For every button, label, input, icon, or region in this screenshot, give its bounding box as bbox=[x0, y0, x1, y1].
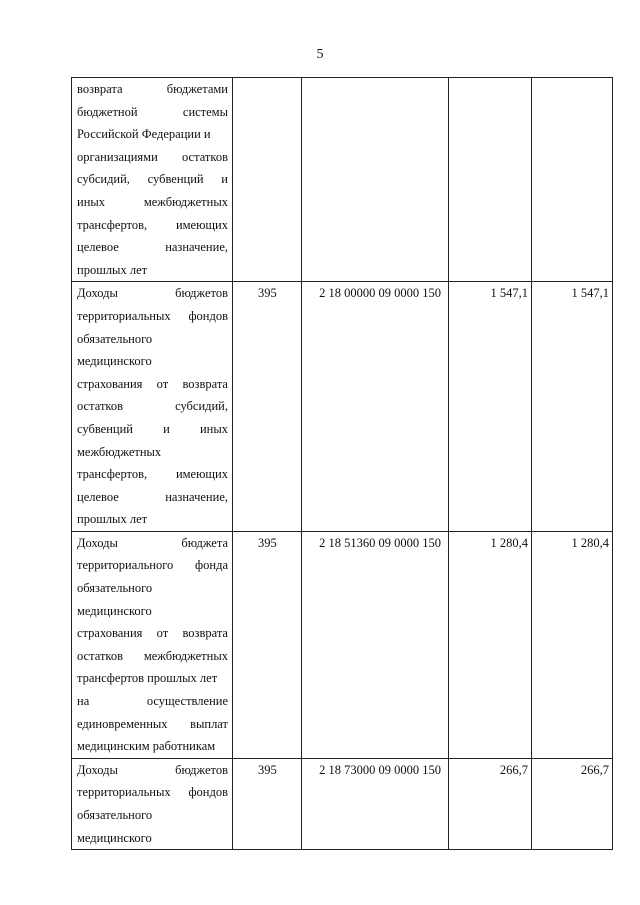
table-row bbox=[72, 282, 613, 532]
amount-cell: 266,7 bbox=[449, 758, 532, 849]
name-word: обязательного bbox=[77, 581, 153, 596]
name-line bbox=[77, 622, 228, 645]
name-line bbox=[77, 735, 228, 758]
page-number: 5 bbox=[316, 47, 324, 62]
admin-code-cell: 395 bbox=[233, 282, 302, 532]
admin-code-cell bbox=[233, 78, 302, 282]
name-word: единовременных bbox=[77, 716, 168, 731]
amount-cell bbox=[449, 78, 532, 282]
name-word: бюджетной bbox=[77, 104, 138, 119]
name-word: назначение, bbox=[165, 240, 228, 255]
budget-classification-code-cell bbox=[302, 78, 449, 282]
name-line bbox=[77, 713, 228, 736]
name-word: фондов bbox=[188, 308, 228, 323]
name-line bbox=[77, 214, 228, 237]
name-word: межбюджетных bbox=[143, 648, 228, 663]
name-line bbox=[77, 146, 228, 169]
name-word: системы bbox=[182, 104, 228, 119]
name-word: от bbox=[156, 626, 169, 641]
amount-cell bbox=[532, 78, 613, 282]
name-word: обязательного bbox=[77, 808, 153, 822]
table-row bbox=[72, 78, 613, 282]
name-word: фонда bbox=[195, 558, 228, 573]
revenue-name-cell bbox=[72, 531, 233, 758]
budget-classification-code-cell: 2 18 00000 09 0000 150 bbox=[302, 282, 449, 532]
name-word: на bbox=[77, 694, 90, 709]
name-word: выплат bbox=[190, 716, 228, 731]
revenue-name-cell bbox=[72, 282, 233, 532]
name-word: целевое bbox=[77, 489, 119, 504]
name-word: бюджета bbox=[181, 535, 228, 550]
name-word: медицинского bbox=[77, 354, 152, 369]
name-word: трансфертов, bbox=[77, 467, 148, 482]
name-line bbox=[77, 827, 228, 850]
name-word: остатков bbox=[77, 399, 124, 414]
name-word: обязательного bbox=[77, 331, 153, 346]
name-word: трансфертов, bbox=[77, 217, 148, 232]
name-line bbox=[77, 101, 228, 124]
name-word: имеющих bbox=[175, 217, 228, 232]
name-word: фондов bbox=[188, 785, 228, 800]
name-word: прошлых лет bbox=[77, 262, 148, 277]
name-word: иных bbox=[199, 421, 228, 436]
name-word: трансфертов прошлых лет bbox=[77, 671, 218, 686]
name-word: возврата bbox=[182, 626, 228, 641]
name-line bbox=[77, 486, 228, 509]
name-word: от bbox=[156, 376, 169, 391]
name-word: страхования bbox=[77, 376, 143, 391]
name-word: бюджетами bbox=[166, 82, 228, 96]
revenue-name-cell bbox=[72, 78, 233, 282]
name-line bbox=[77, 282, 228, 305]
name-line bbox=[77, 350, 228, 373]
name-line bbox=[77, 259, 228, 282]
name-line bbox=[77, 395, 228, 418]
name-line bbox=[77, 441, 228, 464]
table-body bbox=[72, 78, 613, 850]
name-word: Доходы bbox=[77, 762, 118, 777]
name-word: субсидий, bbox=[77, 172, 130, 187]
name-word: возврата bbox=[182, 376, 228, 391]
table-row bbox=[72, 531, 613, 758]
budget-revenue-table bbox=[71, 77, 613, 850]
name-word: медицинского bbox=[77, 830, 152, 845]
name-word: имеющих bbox=[175, 467, 228, 482]
amount-cell: 266,7 bbox=[532, 758, 613, 849]
amount-cell: 1 547,1 bbox=[449, 282, 532, 532]
name-word: субсидий, bbox=[175, 399, 228, 414]
amount-cell: 1 547,1 bbox=[532, 282, 613, 532]
name-word: назначение, bbox=[165, 489, 228, 504]
name-word: организациями bbox=[77, 149, 158, 164]
name-line bbox=[77, 236, 228, 259]
name-line bbox=[77, 168, 228, 191]
name-word: иных bbox=[77, 194, 106, 209]
amount-cell: 1 280,4 bbox=[532, 531, 613, 758]
name-line bbox=[77, 508, 228, 531]
name-word: территориального bbox=[77, 558, 174, 573]
name-word: медицинским работникам bbox=[77, 739, 216, 754]
name-line bbox=[77, 463, 228, 486]
name-word: территориальных bbox=[77, 785, 171, 800]
name-word: и bbox=[221, 172, 228, 187]
name-line bbox=[77, 78, 228, 101]
name-word: межбюджетных bbox=[77, 444, 162, 459]
name-line bbox=[77, 532, 228, 555]
name-word: медицинского bbox=[77, 603, 152, 618]
name-word: субвенций bbox=[77, 421, 133, 436]
name-word: целевое bbox=[77, 240, 119, 255]
name-word: страхования bbox=[77, 626, 143, 641]
name-word: бюджетов bbox=[175, 286, 228, 301]
name-line bbox=[77, 123, 228, 146]
name-line bbox=[77, 305, 228, 328]
name-word: прошлых лет bbox=[77, 512, 148, 527]
name-word: субвенций bbox=[147, 172, 204, 187]
name-word: Российской Федерации и bbox=[77, 127, 211, 142]
name-word: возврата bbox=[77, 82, 123, 96]
name-line bbox=[77, 577, 228, 600]
revenue-name-cell bbox=[72, 758, 233, 849]
name-word: бюджетов bbox=[175, 762, 228, 777]
table-row bbox=[72, 758, 613, 849]
name-line bbox=[77, 418, 228, 441]
name-line bbox=[77, 373, 228, 396]
name-line bbox=[77, 804, 228, 827]
budget-classification-code-cell: 2 18 73000 09 0000 150 bbox=[302, 758, 449, 849]
name-line bbox=[77, 690, 228, 713]
amount-cell: 1 280,4 bbox=[449, 531, 532, 758]
name-line bbox=[77, 781, 228, 804]
name-word: Доходы bbox=[77, 535, 118, 550]
admin-code-cell: 395 bbox=[233, 531, 302, 758]
name-word: межбюджетных bbox=[143, 194, 228, 209]
name-line bbox=[77, 645, 228, 668]
name-word: остатков bbox=[77, 648, 124, 663]
budget-classification-code-cell: 2 18 51360 09 0000 150 bbox=[302, 531, 449, 758]
name-line bbox=[77, 554, 228, 577]
name-word: территориальных bbox=[77, 308, 171, 323]
name-word: Доходы bbox=[77, 286, 118, 301]
name-word: остатков bbox=[181, 149, 228, 164]
admin-code-cell: 395 bbox=[233, 758, 302, 849]
name-line bbox=[77, 600, 228, 623]
name-line bbox=[77, 191, 228, 214]
name-line bbox=[77, 759, 228, 782]
name-word: осуществление bbox=[146, 694, 228, 709]
name-word: и bbox=[163, 421, 170, 436]
name-line bbox=[77, 328, 228, 351]
name-line bbox=[77, 667, 228, 690]
